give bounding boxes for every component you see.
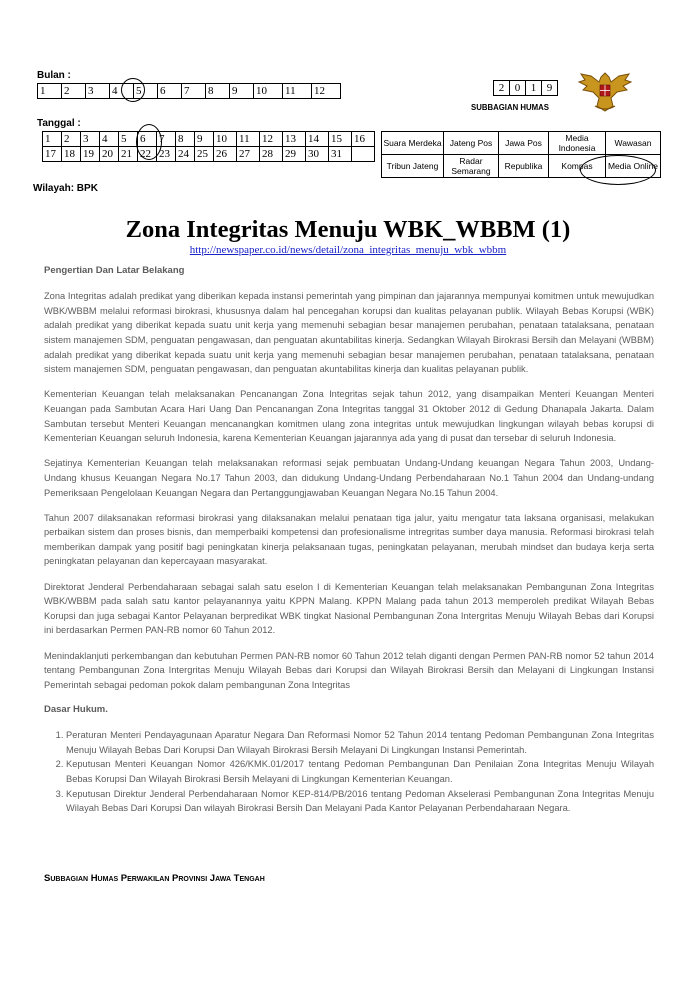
bulan-cell: 10 (254, 84, 283, 99)
tanggal-cell: 9 (195, 132, 214, 147)
bulan-cell: 9 (230, 84, 254, 99)
year-digit: 9 (542, 81, 558, 96)
media-cell: Media Indonesia (549, 132, 606, 155)
year-table (493, 80, 558, 96)
article-body (44, 264, 654, 816)
media-cell: Media Online (606, 155, 661, 178)
bulan-cell: 12 (312, 84, 341, 99)
bulan-cell: 5 (134, 84, 158, 99)
media-cell: Republika (499, 155, 549, 178)
media-cell: Kompas (549, 155, 606, 178)
tanggal-cell: 11 (237, 132, 260, 147)
selected-date-circle (136, 124, 162, 160)
media-cell: Radar Semarang (444, 155, 499, 178)
tanggal-cell: 7 (157, 132, 176, 147)
year-digit: 0 (510, 81, 526, 96)
media-row (382, 132, 661, 155)
tanggal-cell: 15 (329, 132, 352, 147)
tanggal-cell: 2 (62, 132, 81, 147)
tanggal-cell: 24 (176, 147, 195, 162)
tanggal-cell: 18 (62, 147, 81, 162)
tanggal-cell: 27 (237, 147, 260, 162)
article-title: Zona Integritas Menuju WBK_WBBM (1) (125, 216, 571, 243)
bulan-cell: 6 (158, 84, 182, 99)
tanggal-cell: 28 (260, 147, 283, 162)
tanggal-cell: 1 (43, 132, 62, 147)
section-heading: Dasar Hukum. (44, 704, 108, 715)
tanggal-cell: 26 (214, 147, 237, 162)
list-item: 3. Keputusan Direktur Jenderal Perbendaharaan Nomor KEP-814/PB/2016 tentang Pedoman Akselerasi Pembangunan Zona Integritas Menuju Wilayah Bebas Dari Korupsi Dan wilayah Birokrasi Bersih Dan Melayani Pada Kantor Pelayanan Perbendaharaan Negara. (66, 787, 654, 816)
garuda-emblem-icon (575, 68, 635, 114)
paragraph: Zona Integritas adalah predikat yang diberikan kepada instansi pemerintah yang pimpinan dan jajarannya mempunyai komitmen untuk mewujudkan WBK/WBBM melalui reformasi birokrasi, khususnya dalam hal pencegahan korupsi dan kualitas pelayanan publik. Wilayah Bebas Korupsi (WBK) adalah predikat yang diberikat kepada suatu unit kerja yang memenuhi sebagian besar manajemen perubahan, penataan tatalaksana, penataan sistem manajemen SDM, penguatan pengawasan, dan penguatan akuntabilitas kinerja. Sedangkan Wilayah Birokrasi Bersih dan Melayani (WBBM) adalah predikat yang diberikat kepada suatu unit kerja yang memenuhi sebagian besar manajemen perubahan, penataan tatalaksana, penataan sistem manajemen SDM, penguatan pengawasan, dan penguatan akuntabilitas kinerja dan kualitas pelayanan publik. (44, 291, 654, 375)
footer-label: Subbagian Humas Perwakilan Provinsi Jawa Tengah (44, 873, 265, 884)
media-cell: Suara Merdeka (382, 132, 444, 155)
paragraph: Menindaklanjuti perkembangan dan kebutuhan Permen PAN-RB nomor 60 Tahun 2012 telah diganti dengan Permen PAN-RB nomor 52 tahun 2014 tentang Pembangunan Zona Intergritas Menuju Wilayah Bebas dari Korupsi dan Wilayah Birokrasi Bersih dan Melayani di Lingkungan Instansi Pemerintah sebagai pedoman pokok dalam pembangunan Zona Integritas (44, 650, 654, 690)
tanggal-cell: 16 (352, 132, 375, 147)
bulan-table (37, 83, 341, 99)
media-cell: Tribun Jateng (382, 155, 444, 178)
tanggal-cell: 10 (214, 132, 237, 147)
tanggal-cell: 20 (100, 147, 119, 162)
bulan-cell: 4 (110, 84, 134, 99)
tanggal-cell: 14 (306, 132, 329, 147)
bulan-row (38, 84, 341, 99)
list-item: 1. Peraturan Menteri Pendayagunaan Aparatur Negara Dan Reformasi Nomor 52 Tahun 2014 tentang Pedoman Pembangunan Zona Integritas Menuju Wilayah Bebas Dari Korupsi Dan Wilayah Birokrasi Bersih Melayani Di Lingkungan Instansi Pemerintah. (66, 728, 654, 757)
tanggal-cell: 8 (176, 132, 195, 147)
tanggal-cell: 12 (260, 132, 283, 147)
bulan-label: Bulan : (37, 70, 71, 81)
bulan-cell: 8 (206, 84, 230, 99)
tanggal-cell: 21 (119, 147, 138, 162)
tanggal-cell: 4 (100, 132, 119, 147)
tanggal-cell: 29 (283, 147, 306, 162)
bulan-cell: 3 (86, 84, 110, 99)
paragraph: Tahun 2007 dilaksanakan reformasi birokrasi yang dilaksanakan melalui penataan tiga jalur, yaitu mengatur tata laksana organisasi, melakukan perbaikan sistem dan proses bisnis, dan memperbaiki kompetensi dan profesionalisme intregritas sumber daya manusia. Reformasi birokrasi telah memberikan dampak yang positif bagi peningkatan kinerja pelaksanaan tugas, peningkatan pelayanan, merubah mindset dan budaya kerja serta peningkatan pelayanan dan kepercayaan masyarakat. (44, 512, 654, 567)
tanggal-cell: 13 (283, 132, 306, 147)
year-digit: 1 (526, 81, 542, 96)
article-url[interactable]: http://newspaper.co.id/news/detail/zona_integritas_menuju_wbk_wbbm (189, 244, 507, 256)
tanggal-cell: 25 (195, 147, 214, 162)
media-cell: Jateng Pos (444, 132, 499, 155)
bulan-cell: 7 (182, 84, 206, 99)
legal-list (44, 728, 654, 816)
tanggal-cell: 30 (306, 147, 329, 162)
wilayah-label: Wilayah: BPK (33, 183, 98, 194)
tanggal-cell: 5 (119, 132, 138, 147)
year-row (494, 81, 558, 96)
bulan-cell: 11 (283, 84, 312, 99)
paragraph: Direktorat Jenderal Perbendaharaan sebagai salah satu eselon I di Kementerian Keuangan telah melaksanakan Pembangunan Zona Integritas WBK/WBBM pada salah satu kantor pelayanannya yaitu KPPN Malang. KPPN Malang pada tahun 2013 memperoleh predikat Wilayah Bebas Korupsi dan juga sebagai Kantor Pelayanan berpredikat WBK tingkat Nasional Pembangunan Zona Intergritas Menuju Wilayah Bebas dari Korupsi ini berdasarkan Permen PAN-RB nomor 60 Tahun 2012. (44, 581, 654, 636)
paragraph: Kementerian Keuangan telah melaksanakan Pencanangan Zona Integritas sejak tahun 2012, yang disampaikan Menteri Keuangan Menteri Keuangan pada Sambutan Acara Hari Uang Dan Pencanangan Zona Integritas tanggal 31 Oktober 2012 di Gedung Dhanapala Jakarta. Dalam Sambutan tersebut Menteri Keuangan mencanangkan komitmen ulang zona integritas untuk mewujudkan lingkungan wilayah bebas korupsi di Kementerian Keuangan seluruh Indonesia, karena Kementerian Keuangan jajarannya ada yang di pusat dan tersebar di seluruh Indonesia. (44, 389, 654, 444)
year-digit: 2 (494, 81, 510, 96)
tanggal-label: Tanggal : (37, 118, 81, 129)
tanggal-row (43, 147, 375, 162)
tanggal-cell: 19 (81, 147, 100, 162)
tanggal-table (42, 131, 375, 162)
section-heading: Pengertian Dan Latar Belakang (44, 265, 185, 276)
bulan-cell: 1 (38, 84, 62, 99)
tanggal-cell: 22 (138, 147, 157, 162)
bulan-cell: 2 (62, 84, 86, 99)
tanggal-cell: 6 (138, 132, 157, 147)
media-cell: Jawa Pos (499, 132, 549, 155)
selected-media-circle (580, 155, 656, 185)
list-item: 2. Keputusan Menteri Keuangan Nomor 426/KMK.01/2017 tentang Pedoman Pembangunan Dan Penilaian Zona Integritas Menuju Wilayah Bebas Korupsi Dan Wilayah Birokrasi Bersih Melayani di Lingkungan Kementerian Keuangan. (66, 757, 654, 786)
tanggal-cell: 17 (43, 147, 62, 162)
tanggal-cell: 31 (329, 147, 352, 162)
paragraph: Sejatinya Kementerian Keuangan telah melaksanakan reformasi sejak pembuatan Undang-Undang keuangan Negara Tahun 2003, Undang-Undang khusus Keuangan Negara No.17 Tahun 2003, dan didukung Undang-Undang Perbendaharaan No.1 Tahun 2004 dan Undang-undang Pemeriksaan Pengelolaan Keuangan Negara dan Pertanggungjawaban Keuangan Negara No.15 Tahun 2004. (44, 458, 654, 498)
tanggal-cell: 3 (81, 132, 100, 147)
subbagian-label: SUBBAGIAN HUMAS (471, 103, 549, 112)
tanggal-cell: 23 (157, 147, 176, 162)
tanggal-row (43, 132, 375, 147)
selected-month-circle (121, 78, 145, 102)
media-cell: Wawasan (606, 132, 661, 155)
tanggal-cell (352, 147, 375, 162)
